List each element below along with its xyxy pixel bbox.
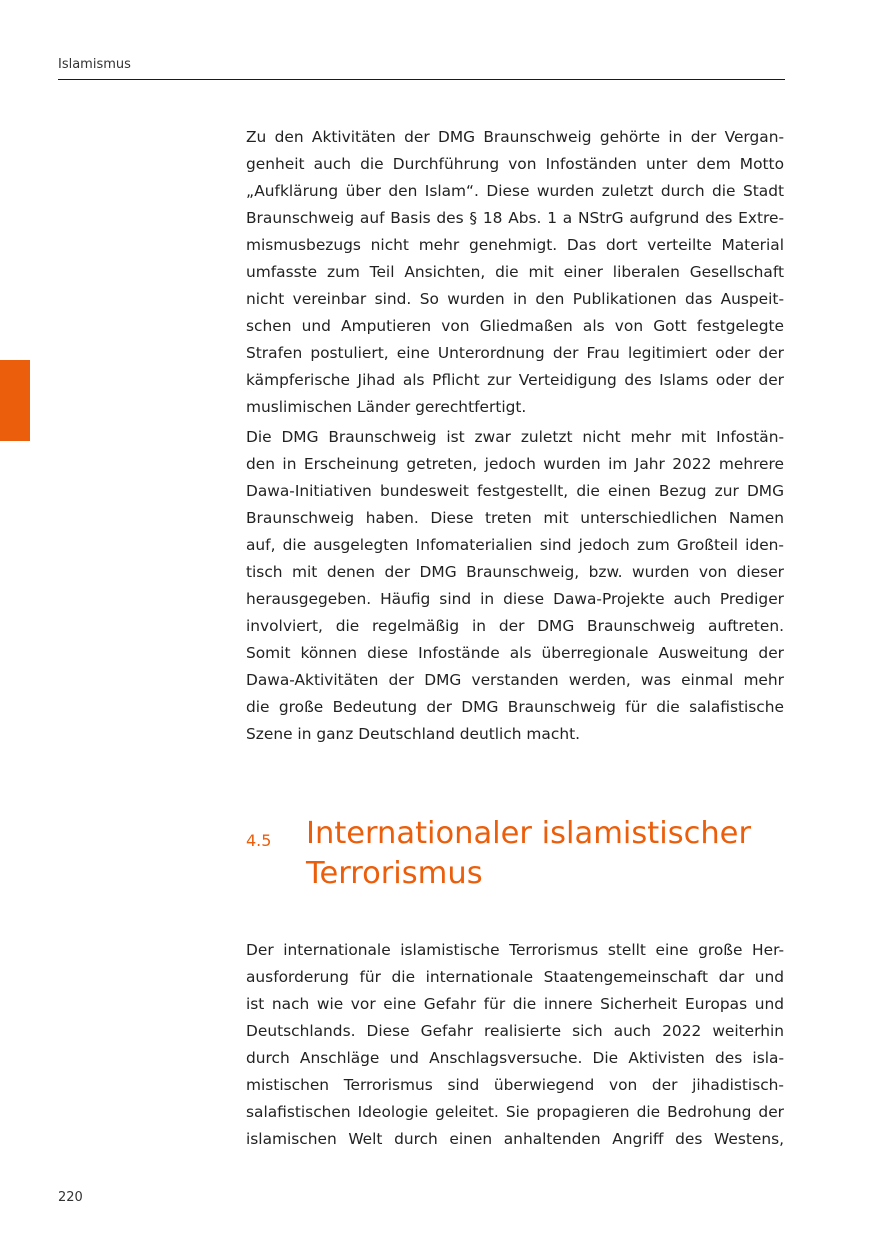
- text-line: Der internationale islamistische Terrorismus stellt eine große Her-: [246, 941, 784, 959]
- page-number: 220: [58, 1190, 83, 1205]
- chapter-tab-marker: [0, 360, 30, 441]
- text-line: durch Anschläge und Anschlagsversuche. Die Aktivisten des isla-: [246, 1049, 784, 1067]
- section-heading: [306, 814, 751, 894]
- section-heading-line: Terrorismus: [306, 856, 483, 891]
- text-line: ausforderung für die internationale Staatengemeinschaft dar und: [246, 968, 784, 986]
- section-number: 4.5: [246, 831, 272, 850]
- text-line: Dawa-Initiativen bundesweit festgestellt, die einen Bezug zur DMG: [246, 482, 784, 500]
- text-line: salafistischen Ideologie geleitet. Sie propagieren die Bedrohung der: [246, 1103, 784, 1121]
- header-rule: [58, 79, 785, 80]
- text-line: auf, die ausgelegten Infomaterialien sind jedoch zum Großteil iden-: [246, 536, 784, 554]
- text-line: Szene in ganz Deutschland deutlich macht.: [246, 725, 581, 743]
- section-heading-line: Internationaler islamistischer: [306, 816, 751, 851]
- text-line: tisch mit denen der DMG Braunschweig, bzw. wurden von dieser: [246, 563, 784, 581]
- text-line: Braunschweig haben. Diese treten mit unterschiedlichen Namen: [246, 509, 784, 527]
- text-line: muslimischen Länder gerechtfertigt.: [246, 398, 527, 416]
- text-line: islamischen Welt durch einen anhaltenden Angriff des Westens,: [246, 1130, 784, 1148]
- text-line: Zu den Aktivitäten der DMG Braunschweig gehörte in der Vergan-: [246, 128, 784, 146]
- text-line: Somit können diese Infostände als überregionale Ausweitung der: [246, 644, 784, 662]
- text-line: mistischen Terrorismus sind überwiegend von der jihadistisch-: [246, 1076, 784, 1094]
- text-line: die große Bedeutung der DMG Braunschweig für die salafistische: [246, 698, 784, 716]
- text-line: Strafen postuliert, eine Unterordnung der Frau legitimiert oder der: [246, 344, 784, 362]
- text-line: genheit auch die Durchführung von Infoständen unter dem Motto: [246, 155, 784, 173]
- text-line: Deutschlands. Diese Gefahr realisierte sich auch 2022 weiterhin: [246, 1022, 784, 1040]
- text-line: den in Erscheinung getreten, jedoch wurden im Jahr 2022 mehrere: [246, 455, 784, 473]
- text-line: mismusbezugs nicht mehr genehmigt. Das dort verteilte Material: [246, 236, 784, 254]
- text-line: involviert, die regelmäßig in der DMG Braunschweig auftreten.: [246, 617, 784, 635]
- text-line: ist nach wie vor eine Gefahr für die innere Sicherheit Europas und: [246, 995, 784, 1013]
- text-line: Dawa-Aktivitäten der DMG verstanden werden, was einmal mehr: [246, 671, 784, 689]
- text-line: Die DMG Braunschweig ist zwar zuletzt nicht mehr mit Infostän-: [246, 428, 784, 446]
- text-line: umfasste zum Teil Ansichten, die mit einer liberalen Gesellschaft: [246, 263, 784, 281]
- running-head: Islamismus: [58, 57, 131, 72]
- text-line: schen und Amputieren von Gliedmaßen als von Gott festgelegte: [246, 317, 784, 335]
- text-line: Braunschweig auf Basis des § 18 Abs. 1 a NStrG aufgrund des Extre-: [246, 209, 784, 227]
- text-line: „Aufklärung über den Islam“. Diese wurden zuletzt durch die Stadt: [246, 182, 784, 200]
- text-line: herausgegeben. Häufig sind in diese Dawa-Projekte auch Prediger: [246, 590, 784, 608]
- text-line: kämpferische Jihad als Pflicht zur Verteidigung des Islams oder der: [246, 371, 784, 389]
- text-line: nicht vereinbar sind. So wurden in den Publikationen das Auspeit-: [246, 290, 784, 308]
